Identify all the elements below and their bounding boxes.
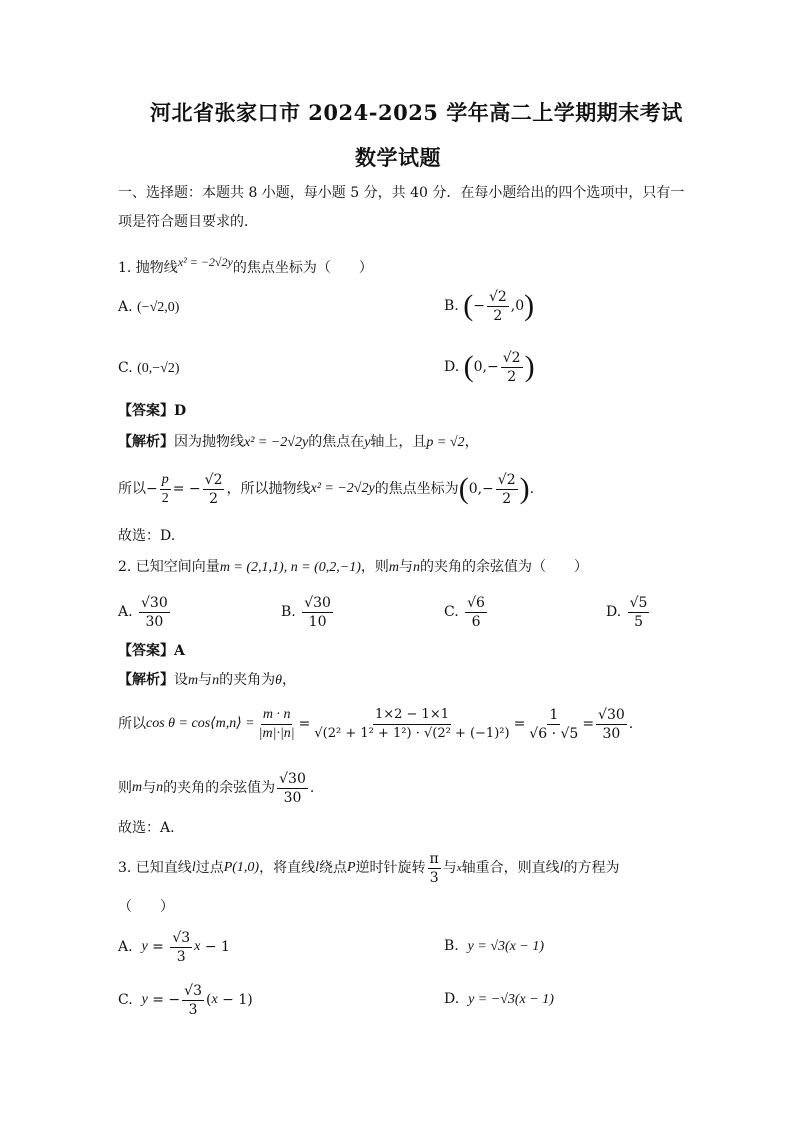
question-1-option-a[interactable]: A. (−√2,0) <box>118 299 180 315</box>
question-2-analysis-line-1: 【解析】设m与n的夹角为θ， <box>118 672 297 688</box>
question-3-stem: 3. 已知直线 l 过点 P(1,0) ，将直线 l 绕点 P 逆时针旋转 $\frac{\pi}{3}$ 与 x 轴重合，则直线 l 的方程为 <box>118 850 620 886</box>
question-1-stem: 1. 抛物线x² = −2√2y的焦点坐标为（ ） <box>118 255 373 276</box>
question-2-answer: 【答案】A <box>118 643 185 659</box>
section-intro: 一、选择题：本题共 8 小题，每小题 5 分，共 40 分．在每小题给出的四个选项中，只有一 <box>118 185 685 201</box>
question-1-option-d[interactable]: D. ( 0,− $\frac{√2}{2}$ ) <box>444 349 535 385</box>
question-1-analysis-line-1: 【解析】因为抛物线x² = −2√2y的焦点在y轴上，且p = √2， <box>118 434 479 450</box>
question-3-option-b[interactable]: B. y = √3(x − 1) <box>444 938 544 954</box>
question-1-analysis-line-2: 所以 − $\frac{p}{2}$ = − $\frac{√2}{2}$ ，所以抛物线 x² = −2√2y 的焦点坐标为 ( 0,− $\frac{√2}{2}$ ) . <box>118 471 535 507</box>
question-1-option-c[interactable]: C. (0,−√2) <box>118 360 180 376</box>
question-3-option-c[interactable]: C. y = − $\frac{√3}{3}$ ( x − 1) <box>118 982 253 1018</box>
question-2-stem: 2. 已知空间向量m = (2,1,1), n = (0,2,−1)，则m与n的夹角的余弦值为（ ） <box>118 559 589 575</box>
page-subtitle: 数学试题 <box>355 145 441 170</box>
question-1-choice: 故选：D. <box>118 528 176 544</box>
question-3-option-d[interactable]: D. y = −√3(x − 1) <box>444 991 554 1007</box>
question-2-option-a[interactable]: A. $\frac{√30}{30}$ <box>118 594 168 630</box>
question-2-analysis-line-3: 则 m 与 n 的夹角的余弦值为 $\frac{√30}{30}$ . <box>118 770 315 806</box>
question-2-option-d[interactable]: D. $\frac{√5}{5}$ <box>606 594 648 630</box>
section-intro-cont: 项是符合题目要求的． <box>118 214 258 230</box>
question-2-analysis-line-2: 所以 cos θ = cos⟨m,n⟩ = $\frac{m \cdot n}{|m|\cdot|n|}$ = $\frac{1\times 2 - 1\times 1}{\text{√(2² + 1² + 1²) · √(2² + (−1)²)}}$ = $\frac{1}{√6 \cdot √5}$ = $\frac{√30}{30}$ . <box>118 706 634 742</box>
question-1-answer: 【答案】D <box>118 403 187 419</box>
page-title: 河北省张家口市 2024-2025 学年高二上学期期末考试 <box>150 100 683 125</box>
question-3-option-a[interactable]: A. y = $\frac{√3}{3}$ x − 1 <box>118 929 230 965</box>
question-2-option-b[interactable]: B. $\frac{√30}{10}$ <box>281 594 331 630</box>
question-1-option-b[interactable]: B. ( − $\frac{√2}{2}$ ,0 ) <box>444 288 535 324</box>
question-2-choice: 故选：A. <box>118 820 175 836</box>
question-3-blank: （ ） <box>118 899 174 915</box>
question-2-option-c[interactable]: C. $\frac{√6}{6}$ <box>444 594 485 630</box>
